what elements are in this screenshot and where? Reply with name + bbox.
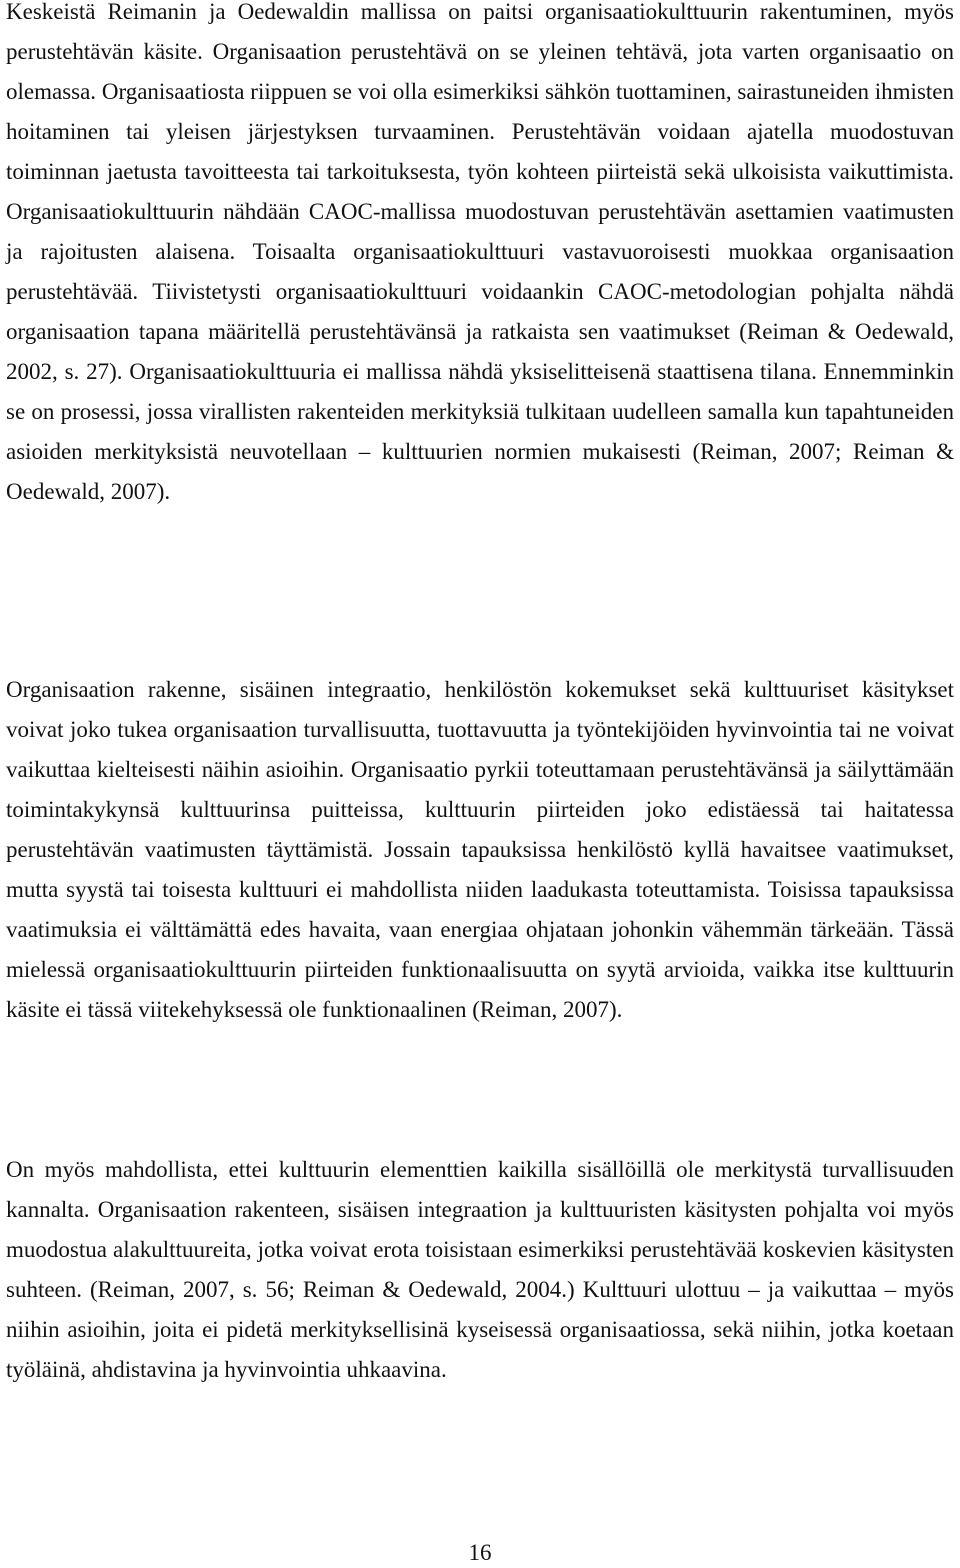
document-page [6,0,954,1568]
paragraph-2: Organisaation rakenne, sisäinen integraatio, henkilöstön kokemukset sekä kulttuuriset käsitykset voivat joko tukea organisaation turvallisuutta, tuottavuutta ja työntekijöiden hyvinvointia tai ne voivat vaikuttaa kielteisesti näihin asioihin. Organisaatio pyrkii toteuttamaan perustehtävänsä ja säilyttämään toimintakykynsä kulttuurinsa puitteissa, kulttuurin piirteiden joko edistäessä tai haitatessa perustehtävän vaatimusten täyttämistä. Jossain tapauksissa henkilöstö kyllä havaitsee vaatimukset, mutta syystä tai toisesta kulttuuri ei mahdollista niiden laadukasta toteuttamista. Toisissa tapauksissa vaatimuksia ei välttämättä edes havaita, vaan energiaa ohjataan johonkin vähemmän tärkeään. Tässä mielessä organisaatiokulttuurin piirteiden funktionaalisuutta on syytä arvioida, vaikka itse kulttuurin käsite ei tässä viitekehyksessä ole funktionaalinen (Reiman, 2007). [6,677,954,1022]
paragraph-1: Keskeistä Reimanin ja Oedewaldin mallissa on paitsi organisaatiokulttuurin rakentuminen, myös perustehtävän käsite. Organisaation perustehtävä on se yleinen tehtävä, jota varten organisaatio on olemassa. Organisaatiosta riippuen se voi olla esimerkiksi sähkön tuottaminen, sairastuneiden ihmisten hoitaminen tai yleisen järjestyksen turvaaminen. Perustehtävän voidaan ajatella muodostuvan toiminnan jaetusta tavoitteesta tai tarkoituksesta, työn kohteen piirteistä sekä ulkoisista vaikuttimista. Organisaatiokulttuurin nähdään CAOC-mallissa muodostuvan perustehtävän asettamien vaatimusten ja rajoitusten alaisena. Toisaalta organisaatiokulttuuri vastavuoroisesti muokkaa organisaation perustehtävää. Tiivistetysti organisaatiokulttuuri voidaankin CAOC-metodologian pohjalta nähdä organisaation tapana määritellä perustehtävänsä ja ratkaista sen vaatimukset (Reiman & Oedewald, 2002, s. 27). Organisaatiokulttuuria ei mallissa nähdä yksiselitteisenä staattisena tilana. Ennemminkin se on prosessi, jossa virallisten rakenteiden merkityksiä tulkitaan uudelleen samalla kun tapahtuneiden asioiden merkityksistä neuvotellaan – kulttuurien normien mukaisesti (Reiman, 2007; Reiman & Oedewald, 2007). [6,0,954,504]
paragraph-3: On myös mahdollista, ettei kulttuurin elementtien kaikilla sisällöillä ole merkitystä turvallisuuden kannalta. Organisaation rakenteen, sisäisen integraation ja kulttuuristen käsitysten pohjalta voi myös muodostua alakulttuureita, jotka voivat erota toisistaan esimerkiksi perustehtävää koskevien käsitysten suhteen. (Reiman, 2007, s. 56; Reiman & Oedewald, 2004.) Kulttuuri ulottuu – ja vaikuttaa – myös niihin asioihin, joita ei pidetä merkityksellisinä kyseisessä organisaatiossa, sekä niihin, jotka koetaan työläinä, ahdistavina ja hyvinvointia uhkaavina. [6,1157,954,1382]
page-number: 16 [468,1540,492,1565]
